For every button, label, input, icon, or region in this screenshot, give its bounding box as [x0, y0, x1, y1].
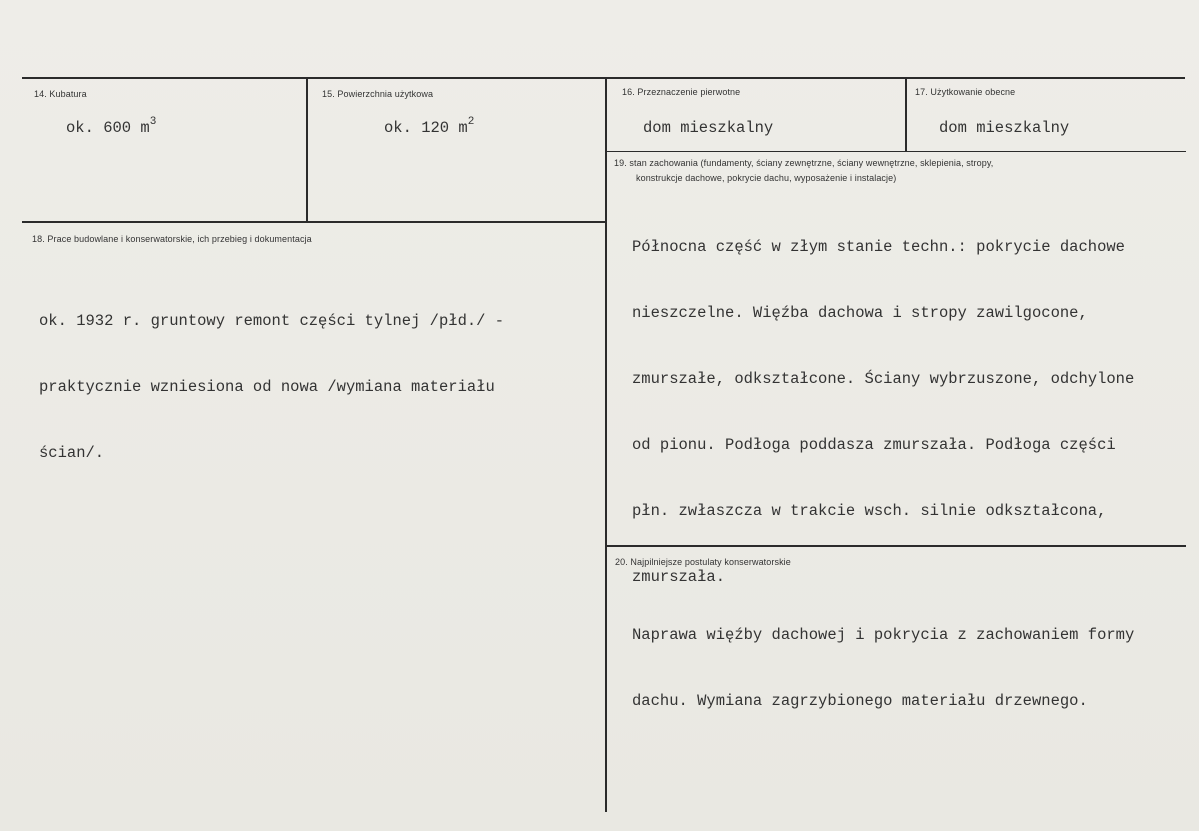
- field-20-text: [632, 580, 1134, 756]
- rule-under-14-15: [22, 221, 606, 223]
- field-15-value-text: ok. 120 m: [384, 119, 468, 137]
- field-19-line: zmurszała.: [632, 568, 726, 586]
- field-14-value-text: ok. 600 m: [66, 119, 150, 137]
- top-rule: [22, 77, 1185, 79]
- field-18-line: ścian/.: [39, 444, 105, 462]
- field-20-label: 20. Najpilniejsze postulaty konserwatorskie: [615, 557, 791, 567]
- field-19-line: zmurszałe, odkształcone. Ściany wybrzuszone, odchylone: [632, 370, 1135, 388]
- field-19-line: od pionu. Podłoga poddasza zmurszała. Podłoga części: [632, 436, 1116, 454]
- field-18-text: [39, 266, 504, 508]
- field-18-label: 18. Prace budowlane i konserwatorskie, ich przebieg i dokumentacja: [32, 234, 312, 244]
- rule-under-16-17: [606, 151, 1186, 152]
- field-19-label-line1: 19. stan zachowania (fundamenty, ściany zewnętrzne, ściany wewnętrzne, sklepienia, stropy,: [614, 158, 994, 168]
- field-16-label: 16. Przeznaczenie pierwotne: [622, 87, 741, 97]
- field-15-value: [384, 117, 474, 141]
- field-20-line: dachu. Wymiana zagrzybionego materiału drzewnego.: [632, 692, 1088, 710]
- field-18-line: praktycznie wzniesiona od nowa /wymiana materiału: [39, 378, 495, 396]
- field-15-value-sup: 2: [467, 116, 475, 128]
- field-17-label: 17. Użytkowanie obecne: [915, 87, 1016, 97]
- field-14-value-sup: 3: [149, 116, 157, 128]
- field-17-value: dom mieszkalny: [939, 119, 1070, 137]
- field-19-line: Północna część w złym stanie techn.: pokrycie dachowe: [632, 238, 1125, 256]
- field-20-line: Naprawa więźby dachowej i pokrycia z zachowaniem formy: [632, 626, 1135, 644]
- divider-main: [605, 78, 607, 812]
- field-19-label-line2: konstrukcje dachowe, pokrycie dachu, wyposażenie i instalacje): [636, 173, 897, 183]
- divider-14-15: [306, 78, 308, 221]
- field-14-value: [66, 117, 156, 141]
- field-14-label: 14. Kubatura: [34, 89, 87, 99]
- field-19-line: nieszczelne. Więźba dachowa i stropy zawilgocone,: [632, 304, 1088, 322]
- field-19-line: płn. zwłaszcza w trakcie wsch. silnie odkształcona,: [632, 502, 1107, 520]
- field-18-line: ok. 1932 r. gruntowy remont części tylnej /płd./ -: [39, 312, 505, 330]
- divider-16-17: [905, 78, 907, 151]
- field-15-label: 15. Powierzchnia użytkowa: [322, 89, 434, 99]
- field-16-value: dom mieszkalny: [643, 119, 774, 137]
